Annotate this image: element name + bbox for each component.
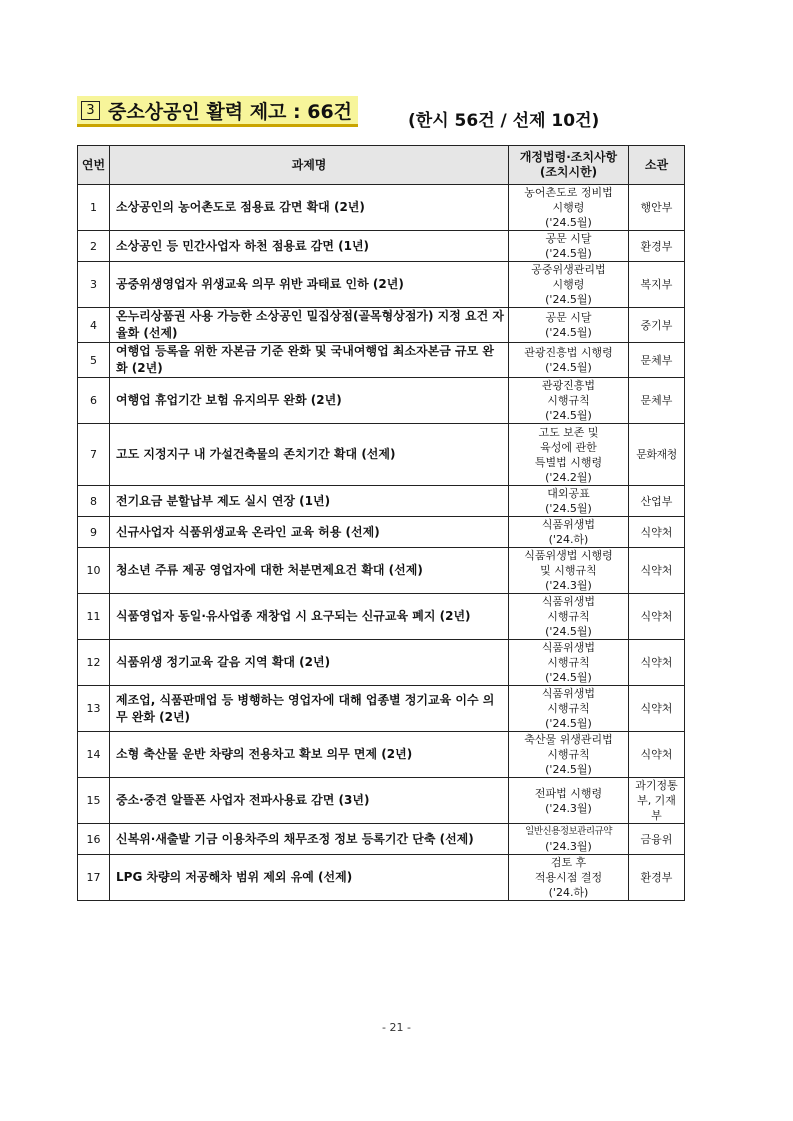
section-number: 3 <box>81 101 100 120</box>
row-law <box>509 824 629 855</box>
row-law-line: ('24.2월) <box>545 470 592 484</box>
row-task: 중소·중견 알뜰폰 사업자 전파사용료 감면 (3년) <box>110 778 509 824</box>
row-law-line: 고도 보존 및 <box>538 425 599 439</box>
header-ministry: 소관 <box>629 146 685 185</box>
header-law <box>509 146 629 185</box>
row-law-line: 시행령 <box>552 278 585 291</box>
row-law-line: ('24.5월) <box>545 625 592 638</box>
row-law-line: 축산물 위생관리법 <box>524 733 613 746</box>
row-law-line: ('24.3월) <box>545 579 592 592</box>
row-law <box>509 594 629 640</box>
row-number: 3 <box>78 262 110 308</box>
row-ministry: 식약처 <box>629 640 685 686</box>
row-law-line: 시행규칙 <box>547 702 590 715</box>
row-law-line: 시행규칙 <box>547 394 590 407</box>
row-task: LPG 차량의 저공해차 범위 제외 유예 (선제) <box>110 855 509 901</box>
row-task: 고도 지정지구 내 가설건축물의 존치기간 확대 (선제) <box>110 424 509 486</box>
table-row <box>78 424 685 486</box>
row-task: 식품위생 정기교육 갈음 지역 확대 (2년) <box>110 640 509 686</box>
row-ministry: 행안부 <box>629 185 685 231</box>
row-number: 17 <box>78 855 110 901</box>
row-task: 소형 축산물 운반 차량의 전용차고 확보 의무 면제 (2년) <box>110 732 509 778</box>
row-law-line: 시행령 <box>552 201 585 214</box>
section-title: 중소상공인 활력 제고 : 66건 <box>108 100 353 123</box>
row-number: 4 <box>78 308 110 343</box>
section-heading-box <box>77 96 358 127</box>
row-number: 1 <box>78 185 110 231</box>
row-law <box>509 548 629 594</box>
row-ministry: 중기부 <box>629 308 685 343</box>
table-row <box>78 594 685 640</box>
row-number: 7 <box>78 424 110 486</box>
row-law-line: 일반신용정보관리규약 <box>525 826 612 837</box>
table-row <box>78 855 685 901</box>
row-law-line: ('24.5월) <box>545 216 592 229</box>
row-law-line: ('24.3월) <box>545 840 592 853</box>
table-row <box>78 486 685 517</box>
row-task: 신규사업자 식품위생교육 온라인 교육 허용 (선제) <box>110 517 509 548</box>
row-law-line: 농어촌도로 정비법 <box>524 186 613 199</box>
row-law <box>509 686 629 732</box>
row-law-line: ('24.5월) <box>545 763 592 776</box>
row-ministry: 식약처 <box>629 594 685 640</box>
row-law <box>509 308 629 343</box>
row-law-line: 대외공표 <box>547 487 590 500</box>
row-ministry: 식약처 <box>629 686 685 732</box>
row-number: 5 <box>78 343 110 378</box>
row-ministry: 식약처 <box>629 548 685 594</box>
row-law-line: 전파법 시행령 <box>534 786 603 800</box>
row-law <box>509 231 629 262</box>
row-ministry: 문체부 <box>629 343 685 378</box>
header-task: 과제명 <box>110 146 509 185</box>
header-no: 연번 <box>78 146 110 185</box>
row-law <box>509 343 629 378</box>
task-table <box>77 145 685 901</box>
row-task: 소상공인 등 민간사업자 하천 점용료 감면 (1년) <box>110 231 509 262</box>
row-ministry: 식약처 <box>629 517 685 548</box>
row-law-line: 공중위생관리법 <box>531 263 606 276</box>
table-header-row <box>78 146 685 185</box>
row-task: 여행업 휴업기간 보험 유지의무 완화 (2년) <box>110 378 509 424</box>
row-law-line: 특별법 시행령 <box>534 455 603 469</box>
row-law-line: 관광진흥법 <box>541 379 596 392</box>
row-task: 전기요금 분할납부 제도 실시 연장 (1년) <box>110 486 509 517</box>
table-row <box>78 732 685 778</box>
row-number: 11 <box>78 594 110 640</box>
table-row <box>78 343 685 378</box>
table-row <box>78 378 685 424</box>
row-task: 소상공인의 농어촌도로 점용료 감면 확대 (2년) <box>110 185 509 231</box>
row-law-line: 공문 시달 <box>545 232 592 245</box>
row-law-line: ('24.5월) <box>545 502 592 515</box>
row-ministry: 문체부 <box>629 378 685 424</box>
row-law-line: ('24.3월) <box>545 801 592 815</box>
row-task: 공중위생영업자 위생교육 의무 위반 과태료 인하 (2년) <box>110 262 509 308</box>
row-law <box>509 424 629 486</box>
row-law <box>509 855 629 901</box>
row-ministry: 환경부 <box>629 855 685 901</box>
table-row <box>78 824 685 855</box>
row-law-line: 육성에 관한 <box>540 440 597 454</box>
row-law-line: 적용시점 결정 <box>534 871 603 884</box>
table-row <box>78 185 685 231</box>
row-law-line: 시행규칙 <box>547 748 590 761</box>
row-law <box>509 262 629 308</box>
row-number: 10 <box>78 548 110 594</box>
row-law-line: ('24.5월) <box>545 293 592 306</box>
row-task: 온누리상품권 사용 가능한 소상공인 밀집상점(골목형상점가) 지정 요건 자율화 (선제) <box>110 308 509 343</box>
row-task: 식품영업자 동일·유사업종 재창업 시 요구되는 신규교육 폐지 (2년) <box>110 594 509 640</box>
table-row <box>78 231 685 262</box>
page-number: - 21 - <box>382 1021 411 1034</box>
table-row <box>78 262 685 308</box>
row-number: 14 <box>78 732 110 778</box>
row-ministry: 금융위 <box>629 824 685 855</box>
row-law-line: 시행규칙 <box>547 610 590 623</box>
row-ministry: 식약처 <box>629 732 685 778</box>
row-law <box>509 486 629 517</box>
header-law-line-1: 개정법령·조치사항 <box>519 150 618 164</box>
row-law-line: ('24.하) <box>548 886 589 899</box>
row-law-line: ('24.5월) <box>545 247 592 260</box>
row-ministry: 복지부 <box>629 262 685 308</box>
row-task: 제조업, 식품판매업 등 병행하는 영업자에 대해 업종별 정기교육 이수 의무 완화 (2년) <box>110 686 509 732</box>
row-law-line: 검토 후 <box>550 856 587 869</box>
row-number: 12 <box>78 640 110 686</box>
row-law-line: 시행규칙 <box>547 656 590 669</box>
row-law-line: ('24.5월) <box>545 326 592 339</box>
row-number: 6 <box>78 378 110 424</box>
row-number: 16 <box>78 824 110 855</box>
row-number: 2 <box>78 231 110 262</box>
table-row <box>78 640 685 686</box>
row-ministry: 산업부 <box>629 486 685 517</box>
row-law <box>509 185 629 231</box>
row-law-line: ('24.5월) <box>545 409 592 422</box>
row-ministry: 문화재청 <box>629 424 685 486</box>
row-law <box>509 640 629 686</box>
row-law-line: 및 시행규칙 <box>540 564 597 577</box>
row-law-line: 관광진흥법 시행령 <box>524 346 613 359</box>
row-law-line: 식품위생법 시행령 <box>524 549 613 562</box>
table-row <box>78 517 685 548</box>
section-heading <box>77 96 358 127</box>
row-task: 청소년 주류 제공 영업자에 대한 처분면제요건 확대 (선제) <box>110 548 509 594</box>
table-row <box>78 308 685 343</box>
table-row <box>78 778 685 824</box>
row-law <box>509 517 629 548</box>
row-law-line: 식품위생법 <box>541 518 596 531</box>
row-law-line: 식품위생법 <box>541 595 596 608</box>
table-row <box>78 686 685 732</box>
row-law <box>509 778 629 824</box>
row-law <box>509 378 629 424</box>
row-ministry: 환경부 <box>629 231 685 262</box>
row-law-line: 식품위생법 <box>541 641 596 654</box>
row-number: 13 <box>78 686 110 732</box>
row-law-line: ('24.5월) <box>545 361 592 374</box>
row-task: 신복위·새출발 기금 이용차주의 채무조정 정보 등록기간 단축 (선제) <box>110 824 509 855</box>
row-law-line: ('24.하) <box>548 533 589 546</box>
table-row <box>78 548 685 594</box>
row-task: 여행업 등록을 위한 자본금 기준 완화 및 국내여행업 최소자본금 규모 완화 (2년) <box>110 343 509 378</box>
row-law-line: ('24.5월) <box>545 717 592 730</box>
row-number: 15 <box>78 778 110 824</box>
header-law-line-2: (조치시한) <box>539 165 598 179</box>
row-ministry: 과기정통부, 기재부 <box>629 778 685 824</box>
row-law-line: 공문 시달 <box>545 311 592 324</box>
row-law-line: 식품위생법 <box>541 687 596 700</box>
table-body <box>78 185 685 901</box>
section-subtitle: (한시 56건 / 선제 10건) <box>408 111 600 131</box>
row-number: 8 <box>78 486 110 517</box>
row-law <box>509 732 629 778</box>
row-number: 9 <box>78 517 110 548</box>
row-law-line: ('24.5월) <box>545 671 592 684</box>
